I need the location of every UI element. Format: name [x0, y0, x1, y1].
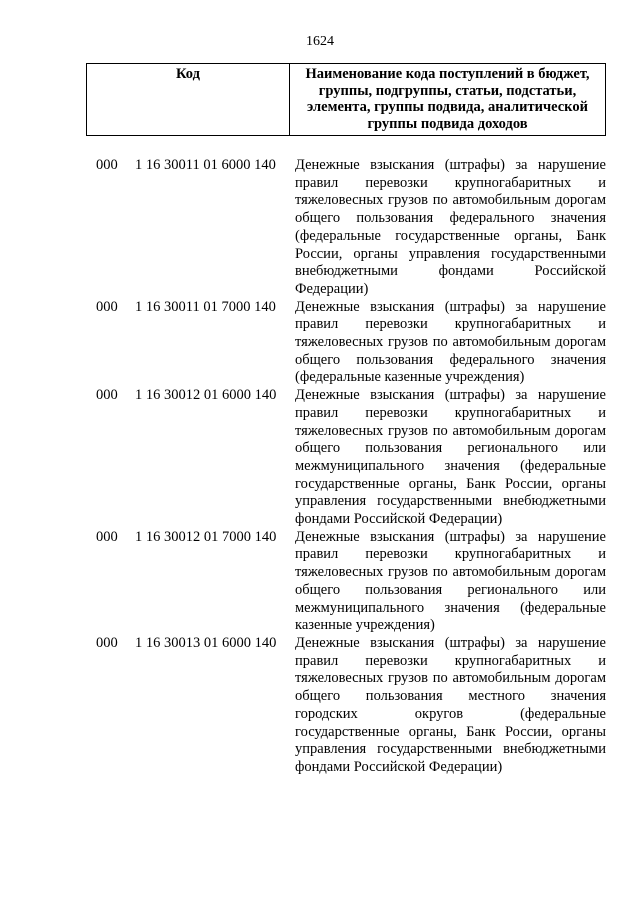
list-item [96, 387, 606, 529]
revenue-code: 1 16 30011 01 6000 140 [135, 157, 276, 173]
revenue-description: Денежные взыскания (штрафы) за нарушение правил перевозки крупногабаритных и тяжеловесных грузов по автомобильным дорогам общего пользования местного значения городских округов (федеральные государственные органы, Банк России, органы управления государственными внебюджетными фондами Российской Федерации) [295, 634, 606, 775]
admin-code: 000 [96, 298, 118, 315]
revenue-code: 1 16 30013 01 6000 140 [135, 634, 277, 651]
admin-code: 000 [96, 387, 118, 404]
revenue-code: 1 16 30011 01 7000 140 [135, 298, 276, 315]
header-row [87, 64, 606, 136]
admin-code: 000 [96, 634, 118, 651]
list-item [96, 529, 606, 635]
revenue-description: Денежные взыскания (штрафы) за нарушение правил перевозки крупногабаритных и тяжеловесных грузов по автомобильным дорогам общего пользования федерального значения (федеральные казенные учреждения) [295, 298, 606, 386]
admin-code: 000 [96, 157, 118, 173]
name-column-header: Наименование кода поступлений в бюджет, группы, подгруппы, статьи, подстатьи, элемента, группы подвида, аналитической группы подвида доходов [290, 64, 606, 136]
list-item [96, 635, 606, 777]
entries-list [96, 157, 606, 777]
revenue-description: Денежные взыскания (штрафы) за нарушение правил перевозки крупногабаритных и тяжеловесных грузов по автомобильным дорогам общего пользования федерального значения (федеральные государственные органы, Банк России, органы управления государственными внебюджетными фондами Российской Федерации) [295, 157, 606, 297]
list-item [96, 157, 606, 299]
revenue-description: Денежные взыскания (штрафы) за нарушение правил перевозки крупногабаритных и тяжеловесных грузов по автомобильным дорогам общего пользования регионального или межмуниципального значения (федеральные государственные органы, Банк России, органы управления государственными внебюджетными фондами Российской Федерации) [295, 387, 606, 528]
code-column-header: Код [87, 64, 290, 136]
list-item [96, 299, 606, 388]
revenue-description: Денежные взыскания (штрафы) за нарушение правил перевозки крупногабаритных и тяжеловесных грузов по автомобильным дорогам общего пользования регионального или межмуниципального значения (федеральные казенные учреждения) [295, 528, 606, 634]
header-table [86, 63, 606, 136]
revenue-code: 1 16 30012 01 7000 140 [135, 528, 277, 545]
revenue-code: 1 16 30012 01 6000 140 [135, 387, 277, 404]
admin-code: 000 [96, 528, 118, 545]
page-number: 1624 [306, 34, 334, 49]
